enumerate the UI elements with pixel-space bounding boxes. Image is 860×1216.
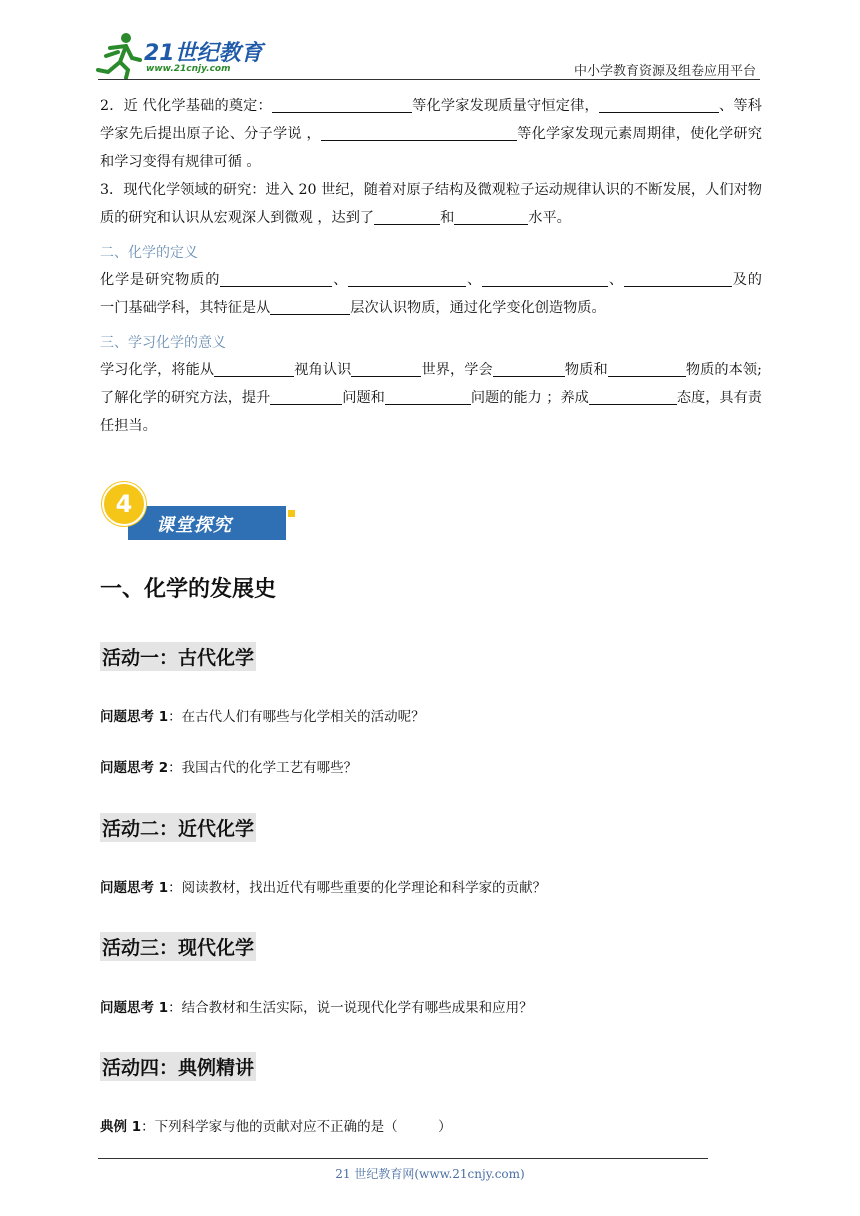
blank[interactable] (493, 360, 565, 377)
question-3: 问题思考 1：阅读教材，找出近代有哪些重要的化学理论和科学家的贡献？ (100, 880, 547, 896)
question-2: 问题思考 2：我国古代的化学工艺有哪些？ (100, 760, 358, 776)
logo-text: 21世纪教育 (144, 41, 263, 66)
blank[interactable] (321, 124, 517, 141)
blank[interactable] (482, 270, 608, 287)
blank[interactable] (454, 208, 528, 225)
blank[interactable] (270, 298, 350, 315)
activity-3-title: 活动三：现代化学 (100, 932, 256, 961)
header-divider (98, 79, 760, 80)
item-2: 2．近 代化学基础的奠定： 等化学家发现质量守恒定律， 、等科学家先后提出原子论、分子学说 ， 等化学家发现元素周期律，使化学研究和学习变得有规律可循 。 (100, 98, 762, 170)
blank[interactable] (374, 208, 440, 225)
footer-divider (98, 1158, 708, 1159)
logo-url: www.21cnjy.com (146, 64, 231, 74)
activity-2-title: 活动二：近代化学 (100, 813, 256, 842)
question-1: 问题思考 1：在古代人们有哪些与化学相关的活动呢？ (100, 709, 425, 725)
heading-history: 一、化学的发展史 (100, 577, 277, 602)
banner-title: 课堂探究 (156, 515, 232, 536)
section-title-significance: 三、学习化学的意义 (100, 335, 226, 351)
blank[interactable] (589, 388, 677, 405)
platform-name: 中小学教育资源及组卷应用平台 (573, 64, 756, 79)
page-footer: 21 世纪教育网(www.21cnjy.com) (335, 1167, 525, 1181)
blank[interactable] (272, 96, 412, 113)
runner-logo-icon (96, 30, 144, 80)
banner-number-badge: 4 (102, 482, 146, 526)
blank[interactable] (351, 360, 421, 377)
activity-4-title: 活动四：典例精讲 (100, 1052, 256, 1081)
section-title-definition: 二、化学的定义 (100, 245, 198, 261)
blank[interactable] (348, 270, 466, 287)
logo (96, 30, 266, 82)
blank[interactable] (608, 360, 686, 377)
blank[interactable] (599, 96, 719, 113)
section-banner (100, 480, 300, 544)
blank[interactable] (624, 270, 732, 287)
activity-1-title: 活动一：古代化学 (100, 642, 256, 671)
significance-paragraph: 学习化学，将能从 视角认识 世界，学会 物质和 物质的本领;了解化学的研究方法，提升 问题和 问题的能力 ；养成 态度，具有责任担当。 (100, 362, 762, 434)
blank[interactable] (385, 388, 471, 405)
banner-decoration (288, 510, 295, 517)
example-1: 典例 1：下列科学家与他的贡献对应不正确的是（ ） (100, 1119, 452, 1135)
definition-paragraph: 化学是研究物质的 、 、 、 及的一门基础学科，其特征是从 层次认识物质，通过化学变化创造物质。 (100, 272, 762, 316)
item-3: 3．现代化学领域的研究：进入 20 世纪，随着对原子结构及微观粒子运动规律认识的不断发展，人们对物质的研究和认识从宏观深人到微观 ，达到了 和 水平。 (100, 182, 762, 226)
blank[interactable] (220, 270, 332, 287)
page-header (0, 0, 860, 90)
blank[interactable] (270, 388, 342, 405)
question-4: 问题思考 1：结合教材和生活实际，说一说现代化学有哪些成果和应用？ (100, 1000, 533, 1016)
fill-in-content (100, 92, 762, 440)
blank[interactable] (214, 360, 294, 377)
